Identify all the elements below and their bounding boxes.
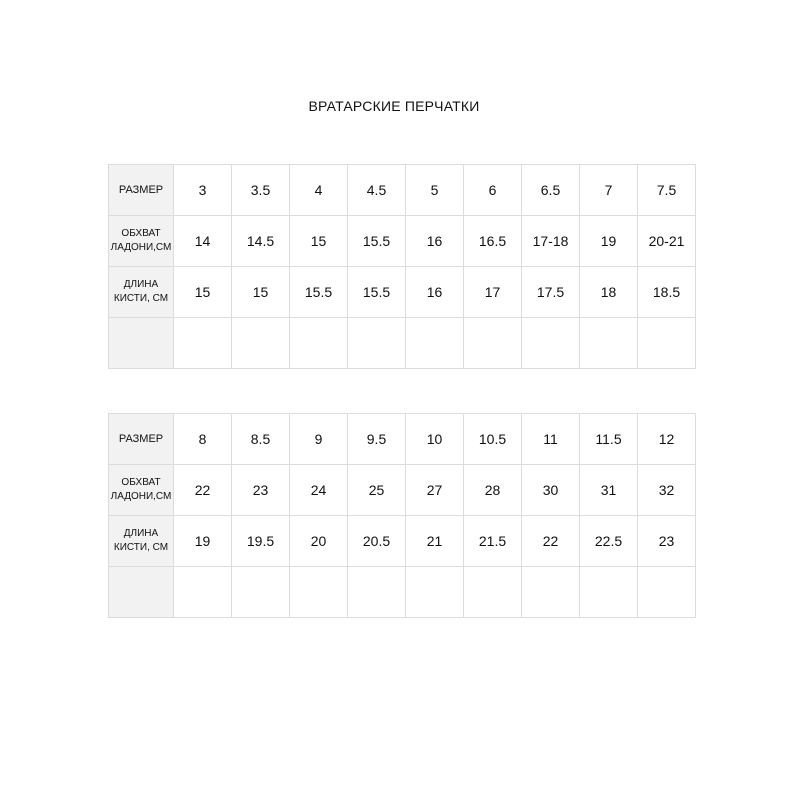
empty-row-header xyxy=(109,318,174,369)
empty-cell xyxy=(174,567,232,618)
length-header-line-1: ДЛИНА xyxy=(123,279,159,290)
palm-header-line-2: ЛАДОНИ,СМ xyxy=(110,242,172,253)
length-cell: 19.5 xyxy=(232,516,290,567)
palm-header-line-1: ОБХВАТ xyxy=(121,228,161,239)
empty-row-header xyxy=(109,567,174,618)
length-cell: 21.5 xyxy=(464,516,522,567)
length-header-line-1: ДЛИНА xyxy=(123,528,159,539)
empty-cell xyxy=(348,567,406,618)
empty-cell xyxy=(348,318,406,369)
empty-cell xyxy=(638,318,696,369)
empty-cell xyxy=(406,318,464,369)
length-cell: 23 xyxy=(638,516,696,567)
palm-cell: 28 xyxy=(464,465,522,516)
palm-cell: 30 xyxy=(522,465,580,516)
length-cell: 16 xyxy=(406,267,464,318)
empty-cell xyxy=(464,318,522,369)
size-cell: 6 xyxy=(464,165,522,216)
size-row-header: РАЗМЕР xyxy=(109,165,174,216)
length-cell: 17.5 xyxy=(522,267,580,318)
empty-cell xyxy=(290,318,348,369)
palm-cell: 14 xyxy=(174,216,232,267)
size-table-2 xyxy=(108,413,696,618)
size-cell: 8 xyxy=(174,414,232,465)
size-cell: 12 xyxy=(638,414,696,465)
empty-cell xyxy=(580,318,638,369)
length-cell: 22 xyxy=(522,516,580,567)
empty-cell xyxy=(232,318,290,369)
empty-cell xyxy=(522,567,580,618)
palm-row xyxy=(109,465,696,516)
palm-header-line-1: ОБХВАТ xyxy=(121,477,161,488)
length-cell: 15.5 xyxy=(348,267,406,318)
empty-cell xyxy=(580,567,638,618)
size-cell: 9 xyxy=(290,414,348,465)
palm-cell: 24 xyxy=(290,465,348,516)
size-cell: 10 xyxy=(406,414,464,465)
size-cell: 3 xyxy=(174,165,232,216)
empty-row xyxy=(109,567,696,618)
palm-cell: 25 xyxy=(348,465,406,516)
length-header-line-2: КИСТИ, СМ xyxy=(113,293,169,304)
palm-cell: 22 xyxy=(174,465,232,516)
size-cell: 9.5 xyxy=(348,414,406,465)
palm-row-header xyxy=(109,465,174,516)
empty-cell xyxy=(232,567,290,618)
size-cell: 11.5 xyxy=(580,414,638,465)
palm-cell: 15.5 xyxy=(348,216,406,267)
palm-row-header xyxy=(109,216,174,267)
palm-row xyxy=(109,216,696,267)
empty-cell xyxy=(638,567,696,618)
length-cell: 17 xyxy=(464,267,522,318)
empty-cell xyxy=(464,567,522,618)
size-cell: 8.5 xyxy=(232,414,290,465)
palm-cell: 31 xyxy=(580,465,638,516)
length-row xyxy=(109,516,696,567)
size-cell: 4.5 xyxy=(348,165,406,216)
size-cell: 11 xyxy=(522,414,580,465)
length-row-header xyxy=(109,516,174,567)
length-cell: 15 xyxy=(174,267,232,318)
palm-cell: 20-21 xyxy=(638,216,696,267)
length-cell: 18.5 xyxy=(638,267,696,318)
length-cell: 15 xyxy=(232,267,290,318)
length-row xyxy=(109,267,696,318)
palm-cell: 27 xyxy=(406,465,464,516)
length-cell: 20 xyxy=(290,516,348,567)
length-row-header xyxy=(109,267,174,318)
palm-cell: 17-18 xyxy=(522,216,580,267)
size-cell: 4 xyxy=(290,165,348,216)
length-cell: 18 xyxy=(580,267,638,318)
empty-cell xyxy=(406,567,464,618)
palm-cell: 14.5 xyxy=(232,216,290,267)
length-cell: 20.5 xyxy=(348,516,406,567)
empty-cell xyxy=(174,318,232,369)
palm-cell: 32 xyxy=(638,465,696,516)
size-table-1 xyxy=(108,164,696,369)
size-cell: 3.5 xyxy=(232,165,290,216)
empty-cell xyxy=(522,318,580,369)
length-cell: 22.5 xyxy=(580,516,638,567)
length-cell: 15.5 xyxy=(290,267,348,318)
palm-cell: 16 xyxy=(406,216,464,267)
size-row xyxy=(109,414,696,465)
palm-header-line-2: ЛАДОНИ,СМ xyxy=(110,491,172,502)
size-cell: 6.5 xyxy=(522,165,580,216)
length-header-line-2: КИСТИ, СМ xyxy=(113,542,169,553)
size-cell: 10.5 xyxy=(464,414,522,465)
size-row xyxy=(109,165,696,216)
palm-cell: 15 xyxy=(290,216,348,267)
length-cell: 19 xyxy=(174,516,232,567)
empty-cell xyxy=(290,567,348,618)
palm-cell: 23 xyxy=(232,465,290,516)
length-cell: 21 xyxy=(406,516,464,567)
size-cell: 7.5 xyxy=(638,165,696,216)
size-row-header: РАЗМЕР xyxy=(109,414,174,465)
size-cell: 7 xyxy=(580,165,638,216)
empty-row xyxy=(109,318,696,369)
palm-cell: 16.5 xyxy=(464,216,522,267)
page-title: ВРАТАРСКИЕ ПЕРЧАТКИ xyxy=(308,98,480,114)
size-cell: 5 xyxy=(406,165,464,216)
palm-cell: 19 xyxy=(580,216,638,267)
